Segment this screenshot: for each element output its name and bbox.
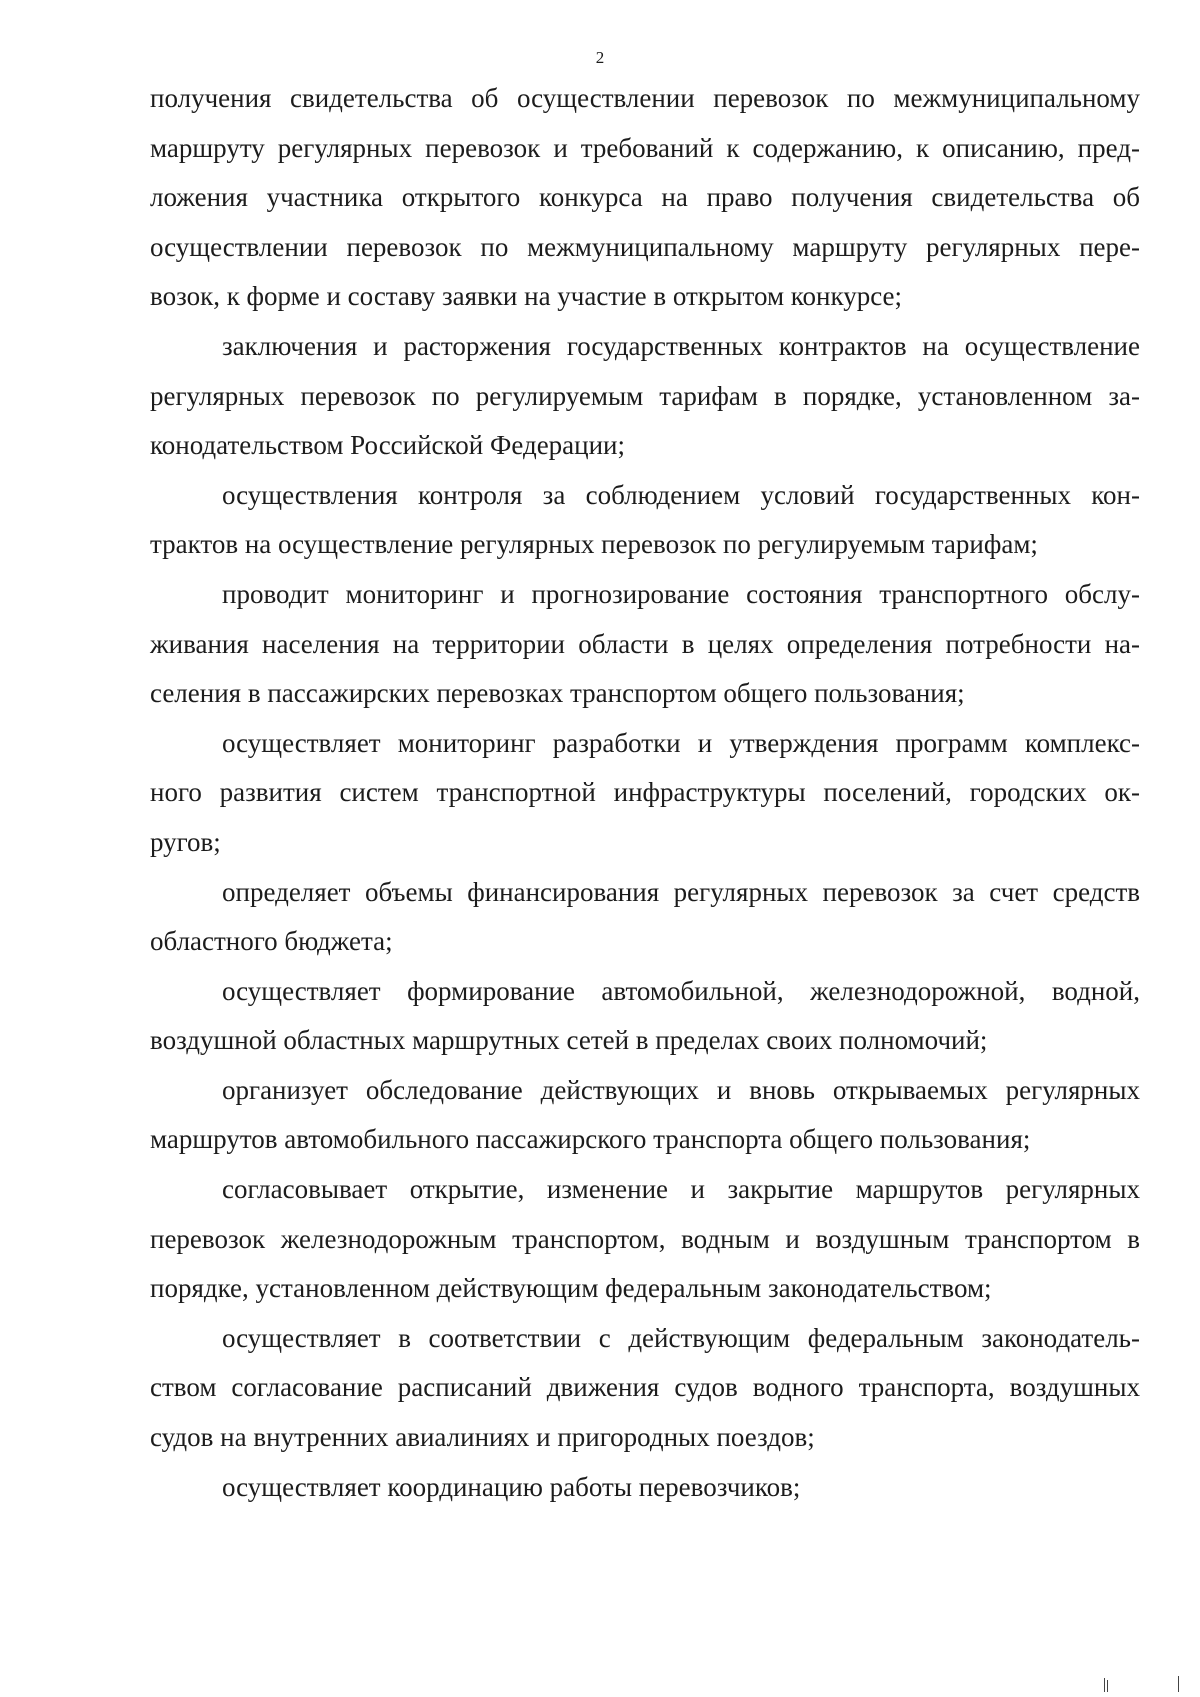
text-line: регулярных перевозок по регулируемым тарифам в порядке, установленном за-: [150, 380, 1140, 411]
text-line: согласовывает открытие, изменение и закрытие маршрутов регулярных: [222, 1174, 1140, 1205]
text-line: маршрутов автомобильного пассажирского транспорта общего пользования;: [150, 1124, 1031, 1155]
text-line: областного бюджета;: [150, 926, 393, 957]
text-line: осуществляет мониторинг разработки и утверждения программ комплекс-: [222, 727, 1140, 758]
scan-mark: [1178, 1676, 1179, 1692]
text-line: осуществляет в соответствии с действующим федеральным законодатель-: [222, 1322, 1140, 1353]
text-line: перевозок железнодорожным транспортом, водным и воздушным транспортом в: [150, 1223, 1140, 1254]
text-line: судов на внутренних авиалиниях и пригородных поездов;: [150, 1422, 815, 1453]
text-line: ного развития систем транспортной инфраструктуры поселений, городских ок-: [150, 777, 1140, 808]
text-line: заключения и расторжения государственных контрактов на осуществление: [222, 330, 1140, 361]
text-line: воздушной областных маршрутных сетей в пределах своих полномочий;: [150, 1025, 988, 1056]
text-line: осуществления контроля за соблюдением условий государственных кон-: [222, 479, 1140, 510]
text-line: конодательством Российской Федерации;: [150, 430, 626, 461]
text-line: проводит мониторинг и прогнозирование состояния транспортного обслу-: [222, 578, 1140, 609]
paragraph: [150, 570, 1140, 719]
paragraph: [150, 471, 1140, 570]
text-line: осуществляет формирование автомобильной, железнодорожной, водной,: [222, 975, 1140, 1006]
text-line: организует обследование действующих и вновь открываемых регулярных: [222, 1074, 1140, 1105]
paragraph: [150, 868, 1140, 967]
text-line: возок, к форме и составу заявки на участие в открытом конкурсе;: [150, 281, 903, 312]
paragraph: [150, 74, 1140, 322]
scan-mark: [1104, 1678, 1105, 1692]
text-line: трактов на осуществление регулярных перевозок по регулируемым тарифам;: [150, 529, 1038, 560]
text-line: осуществляет координацию работы перевозчиков;: [222, 1471, 801, 1502]
text-line: определяет объемы финансирования регулярных перевозок за счет средств: [222, 876, 1140, 907]
text-line: осуществлении перевозок по межмуниципальному маршруту регулярных пере-: [150, 231, 1140, 262]
text-line: получения свидетельства об осуществлении перевозок по межмуниципальному: [150, 83, 1140, 113]
text-line: живания населения на территории области в целях определения потребности на-: [150, 628, 1140, 659]
document-body: [150, 74, 1140, 1512]
paragraph: [150, 719, 1140, 868]
paragraph: [150, 322, 1140, 471]
text-line: ругов;: [150, 826, 221, 857]
page-number: 2: [595, 48, 605, 67]
paragraph: [150, 1165, 1140, 1314]
text-line: селения в пассажирских перевозках транспортом общего пользования;: [150, 678, 965, 709]
paragraph: [150, 967, 1140, 1066]
text-line: ством согласование расписаний движения судов водного транспорта, воздушных: [150, 1372, 1140, 1403]
paragraph: [150, 1314, 1140, 1463]
text-line: ложения участника открытого конкурса на право получения свидетельства об: [150, 182, 1140, 213]
scan-mark: [1107, 1680, 1108, 1692]
text-line: маршруту регулярных перевозок и требований к содержанию, к описанию, пред-: [150, 132, 1140, 163]
paragraph: [150, 1066, 1140, 1165]
paragraph: [150, 1463, 1140, 1513]
text-line: порядке, установленном действующим федеральным законодательством;: [150, 1273, 992, 1304]
